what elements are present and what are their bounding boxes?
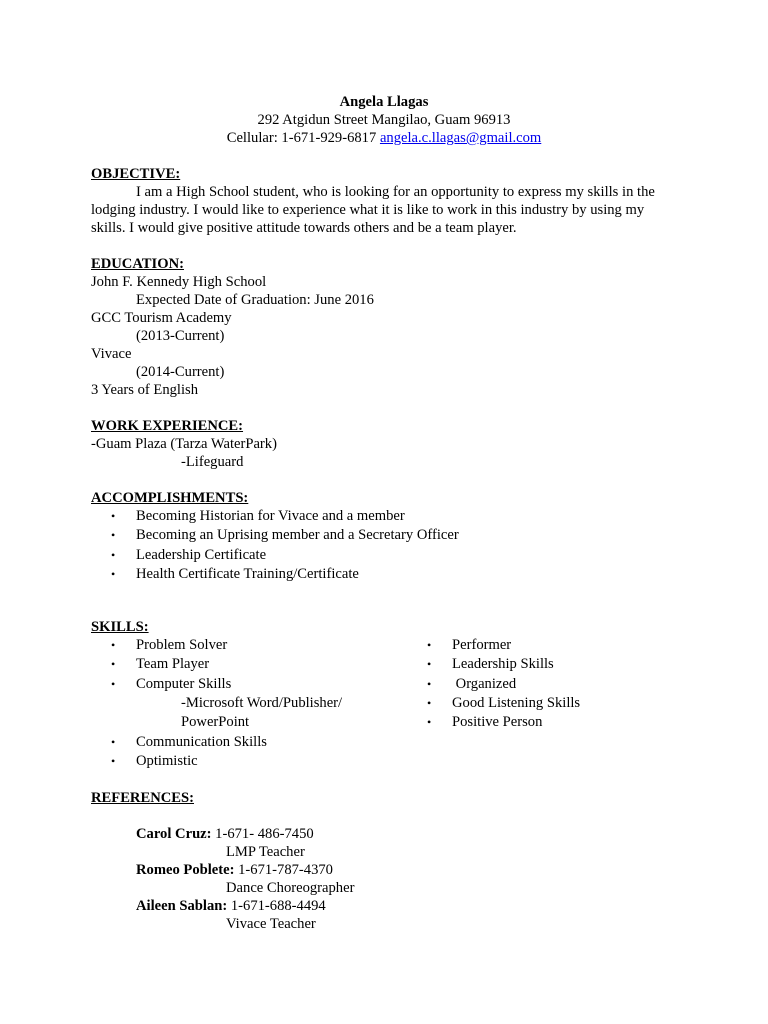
list-item: [407, 636, 681, 655]
work-role: -Lifeguard: [181, 454, 244, 470]
references-list: [91, 825, 681, 933]
work-section: [91, 417, 681, 471]
list-item: [407, 675, 681, 694]
objective-line-1: I am a High School student, who is looking for an opportunity to express my skills in the: [136, 184, 655, 200]
bullet-icon: •: [111, 638, 116, 653]
email-link[interactable]: angela.c.llagas@gmail.com: [379, 130, 542, 146]
education-english: 3 Years of English: [91, 382, 199, 398]
list-item-text: Health Certificate Training/Certificate: [136, 565, 359, 582]
bullet-icon: •: [427, 638, 432, 653]
bullet-icon: •: [427, 676, 432, 691]
cellular-text: Cellular: 1-671-929-6817: [226, 130, 377, 146]
reference-role: Dance Choreographer: [226, 880, 355, 897]
objective-line-2: lodging industry. I would like to experience what it is like to work in this industry by using my: [91, 202, 645, 218]
list-item: [91, 752, 407, 771]
list-item: [407, 694, 681, 713]
bullet-icon: •: [111, 676, 116, 691]
list-item: [91, 655, 407, 674]
list-item-text: Becoming Historian for Vivace and a member: [136, 508, 405, 524]
bullet-icon: •: [111, 657, 116, 672]
bullet-icon: •: [111, 528, 116, 543]
reference-phone: 1-671-688-4494: [227, 898, 326, 915]
skills-list-left: [91, 636, 407, 771]
skill-text: Organized: [452, 675, 517, 692]
list-item: [91, 565, 681, 584]
skills-columns: [91, 636, 681, 771]
bullet-icon: •: [427, 715, 432, 730]
list-item-text: Leadership Certificate: [136, 546, 267, 563]
skill-text: Computer Skills: [136, 675, 232, 692]
bullet-icon: •: [427, 657, 432, 672]
skill-text: Team Player: [136, 656, 210, 673]
skill-text: Good Listening Skills: [452, 695, 581, 712]
accomplishments-section: [91, 489, 681, 584]
reference-role: LMP Teacher: [226, 844, 305, 861]
education-heading: EDUCATION:: [91, 256, 184, 272]
reference-name: Aileen Sablan:: [136, 898, 228, 915]
bullet-icon: •: [111, 734, 116, 749]
reference-role: Vivace Teacher: [226, 916, 316, 933]
skill-text: Positive Person: [452, 714, 543, 731]
education-section: [91, 255, 681, 399]
skill-subtext-1: -Microsoft Word/Publisher/: [181, 695, 343, 712]
references-section: [91, 789, 681, 933]
list-item: [91, 526, 681, 545]
education-school-2: GCC Tourism Academy: [91, 310, 232, 326]
skill-text: Communication Skills: [136, 733, 267, 750]
reference-phone: 1-671- 486-7450: [211, 826, 314, 843]
list-item: [91, 507, 681, 526]
reference-3: [136, 897, 681, 915]
candidate-address: 292 Atgidun Street Mangilao, Guam 96913: [257, 112, 511, 128]
skill-subtext-2: PowerPoint: [181, 714, 250, 731]
list-item: [91, 636, 407, 655]
bullet-icon: •: [427, 696, 432, 711]
references-heading: REFERENCES:: [91, 790, 194, 807]
objective-line-3: skills. I would give positive attitude towards others and be a team player.: [91, 220, 517, 236]
list-item-text: Becoming an Uprising member and a Secretary Officer: [136, 527, 459, 544]
reference-name: Romeo Poblete:: [136, 862, 235, 879]
bullet-icon: •: [111, 566, 116, 581]
education-school-3: Vivace: [91, 346, 132, 362]
candidate-name: Angela Llagas: [339, 94, 429, 110]
resume-page: [91, 93, 681, 933]
skills-heading: SKILLS:: [91, 619, 149, 636]
list-item: [407, 713, 681, 732]
education-school-1-detail: Expected Date of Graduation: June 2016: [136, 292, 374, 308]
reference-1: [136, 825, 681, 843]
skills-list-right: [407, 636, 681, 771]
resume-header: [91, 93, 677, 147]
list-item: [91, 675, 407, 733]
list-item: [91, 733, 407, 752]
list-item: [91, 546, 681, 565]
skill-text: Leadership Skills: [452, 656, 554, 673]
skills-section: [91, 618, 681, 771]
contact-line: [91, 129, 677, 147]
bullet-icon: •: [111, 509, 116, 523]
skill-text: Problem Solver: [136, 637, 228, 654]
accomplishments-heading: ACCOMPLISHMENTS:: [91, 490, 249, 506]
objective-heading: OBJECTIVE:: [91, 166, 181, 182]
education-school-1: John F. Kennedy High School: [91, 274, 267, 290]
objective-section: [91, 165, 681, 237]
bullet-icon: •: [111, 547, 116, 562]
work-employer: -Guam Plaza (Tarza WaterPark): [91, 436, 277, 452]
reference-2: [136, 861, 681, 879]
work-heading: WORK EXPERIENCE:: [91, 418, 244, 434]
reference-name: Carol Cruz:: [136, 826, 212, 843]
list-item: [407, 655, 681, 674]
skill-text: Optimistic: [136, 752, 198, 769]
education-school-2-detail: (2013-Current): [136, 328, 225, 344]
reference-phone: 1-671-787-4370: [234, 862, 333, 879]
accomplishments-list: [91, 507, 681, 584]
skill-text: Performer: [452, 637, 512, 654]
education-school-3-detail: (2014-Current): [136, 364, 225, 380]
bullet-icon: •: [111, 753, 116, 768]
